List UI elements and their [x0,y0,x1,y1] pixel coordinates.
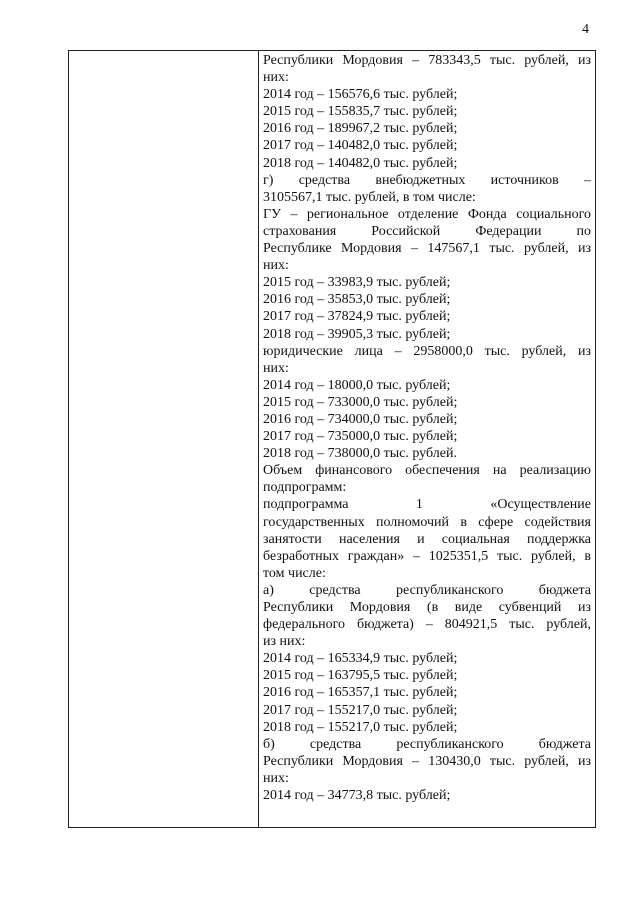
text-line: юридические лица – 2958000,0 тыс. рублей, из [263,343,591,359]
text-line: подпрограмм: [263,480,347,496]
text-line: а) средства республиканского бюджета [263,582,591,598]
text-line: 2015 год – 733000,0 тыс. рублей; [263,394,458,410]
text-line: 2017 год – 37824,9 тыс. рублей; [263,309,451,325]
text-line: ГУ – региональное отделение Фонда социального [263,206,591,222]
text-line: 2018 год – 738000,0 тыс. рублей. [263,446,457,462]
text-line: 2015 год – 155835,7 тыс. рублей; [263,104,458,120]
text-line: из них: [263,634,306,650]
text-line: 2018 год – 39905,3 тыс. рублей; [263,326,451,342]
text-line: 2017 год – 735000,0 тыс. рублей; [263,429,458,445]
text-line: Республики Мордовия (в виде субвенций из [263,600,591,615]
text-line: страхования Российской Федерации по [263,223,591,239]
text-line: 2014 год – 156576,6 тыс. рублей; [263,87,458,103]
text-line: 2014 год – 18000,0 тыс. рублей; [263,377,451,393]
text-line: 2017 год – 140482,0 тыс. рублей; [263,138,458,154]
text-line: 2014 год – 165334,9 тыс. рублей; [263,651,458,667]
text-line: них: [263,770,289,786]
text-line: том числе: [263,565,326,581]
text-line: безработных граждан» – 1025351,5 тыс. рублей, в [263,548,591,564]
text-line: б) средства республиканского бюджета [263,736,591,752]
text-line: 2018 год – 140482,0 тыс. рублей; [263,155,458,171]
text-line: 2016 год – 165357,1 тыс. рублей; [263,685,458,701]
text-line: 3105567,1 тыс. рублей, в том числе: [263,189,476,205]
text-line: г) средства внебюджетных источников – [263,172,591,188]
text-line: Республике Мордовия – 147567,1 тыс. рублей, из [263,241,591,257]
page-number: 4 [582,22,589,37]
text-line: Республики Мордовия – 783343,5 тыс. рублей, из [263,53,591,68]
table-cell-text [263,52,591,804]
text-line: 2017 год – 155217,0 тыс. рублей; [263,702,458,718]
text-line: них: [263,258,289,274]
text-line: 2016 год – 734000,0 тыс. рублей; [263,411,458,427]
text-line: них: [263,70,289,86]
text-line: Республики Мордовия – 130430,0 тыс. рублей, из [263,753,591,769]
text-line: федерального бюджета) – 804921,5 тыс. рублей, [263,617,591,633]
text-line: Объем финансового обеспечения на реализацию [263,463,591,479]
text-line: 2015 год – 163795,5 тыс. рублей; [263,668,458,684]
text-line: 2014 год – 34773,8 тыс. рублей; [263,788,451,804]
text-line: них: [263,360,289,376]
table-column-divider [258,50,259,828]
text-line: подпрограмма 1 «Осуществление [263,497,591,513]
text-line: 2018 год – 155217,0 тыс. рублей; [263,719,458,735]
text-line: занятости населения и социальная поддержка [263,531,591,547]
text-line: государственных полномочий в сфере содействия [263,514,591,530]
text-line: 2016 год – 189967,2 тыс. рублей; [263,121,458,137]
text-line: 2016 год – 35853,0 тыс. рублей; [263,292,451,308]
text-line: 2015 год – 33983,9 тыс. рублей; [263,275,451,291]
